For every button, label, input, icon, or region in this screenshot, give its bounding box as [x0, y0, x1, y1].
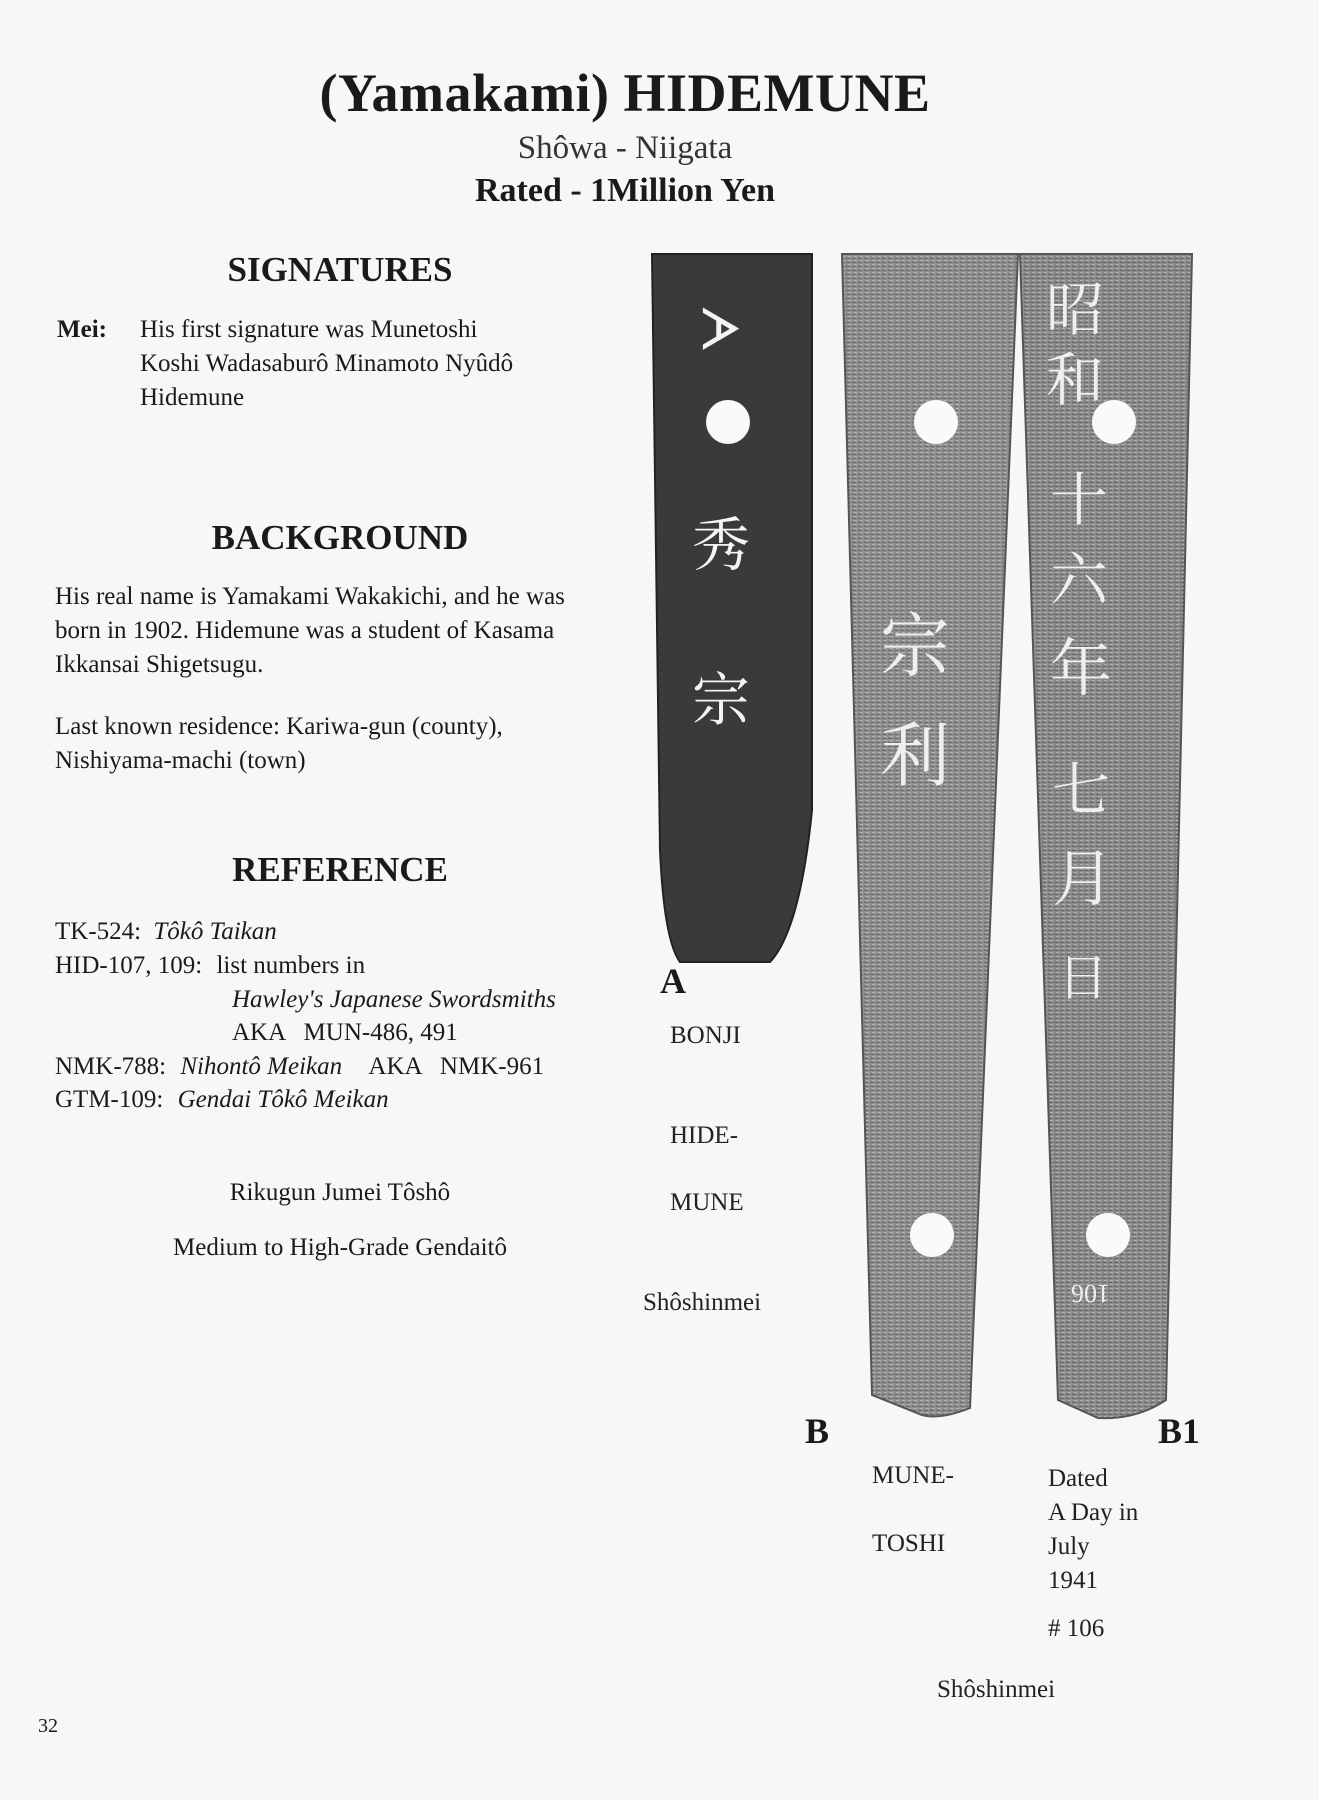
kanji-character: 利 [880, 715, 950, 797]
list-number: # 106 [1048, 1615, 1105, 1642]
kanji-character: 七 [1052, 756, 1111, 824]
reference-text: list numbers in [216, 952, 366, 979]
background-heading: BACKGROUND [211, 518, 469, 557]
background-line: born in 1902. Hidemune was a student of Kasama [55, 617, 555, 644]
mei-line: His first signature was Munetoshi [140, 316, 478, 343]
mei-line: Koshi Wadasaburô Minamoto Nyûdô [140, 350, 514, 377]
tang-a-label: A [660, 961, 686, 1001]
reference-row [55, 1053, 544, 1081]
mekugi-ana-hole [914, 400, 958, 444]
date-line: July [1048, 1533, 1090, 1560]
mekugi-ana-hole [910, 1213, 954, 1257]
reference-code: NMK-788: [55, 1053, 167, 1080]
reference-row [55, 952, 365, 980]
residence-paragraph [55, 710, 503, 778]
tang-b-label: B [805, 1411, 830, 1451]
mei-text [140, 313, 513, 415]
tang-b1-label: B1 [1158, 1411, 1201, 1451]
tang-b1-caption: Shôshinmei [937, 1676, 1056, 1703]
residence-line: Last known residence: Kariwa-gun (county), [55, 713, 503, 740]
date-line: Dated [1048, 1465, 1108, 1492]
reference-code: HID-107, 109: [55, 952, 203, 979]
reference-row [55, 918, 277, 946]
reference-title: Hawley's Japanese Swordsmiths [232, 986, 556, 1013]
tang-a-caption: HIDE- [670, 1122, 739, 1149]
page-subtitle: Shôwa - Niigata [517, 130, 733, 166]
kanji-character: 秀 [692, 511, 751, 579]
signatures-heading: SIGNATURES [227, 250, 453, 289]
kanji-character: 日 [1058, 949, 1108, 1007]
reference-row [232, 986, 556, 1014]
tang-a-caption: BONJI [670, 1022, 741, 1049]
reference-row [55, 1086, 389, 1114]
kanji-character: 年 [1050, 632, 1113, 705]
tang-b-caption: TOSHI [872, 1530, 946, 1557]
page-number: 32 [38, 1715, 58, 1737]
date-line: 1941 [1048, 1567, 1098, 1594]
kanji-character: 宗 [880, 605, 950, 687]
page-title: (Yamakami) HIDEMUNE [319, 63, 931, 123]
date-line: A Day in [1048, 1499, 1139, 1526]
reference-title: Nihontô Meikan [180, 1053, 343, 1080]
tang-b-caption: MUNE- [872, 1462, 954, 1489]
tang-b-oshigata [840, 250, 1020, 1425]
rating-line: Rated - 1Million Yen [474, 172, 775, 209]
tang-a-caption: Shôshinmei [643, 1289, 762, 1316]
background-paragraph [55, 580, 565, 682]
kanji-character: 宗 [692, 666, 751, 734]
bonji-character: ᗆ [700, 296, 743, 364]
background-line: Ikkansai Shigetsugu. [55, 651, 264, 678]
reference-title: Gendai Tôkô Meikan [177, 1086, 389, 1113]
mei-label: Mei: [57, 316, 107, 343]
residence-line: Nishiyama-machi (town) [55, 747, 306, 774]
reference-code: TK-524: [55, 918, 142, 945]
mei-line: Hidemune [140, 384, 245, 411]
kanji-character: 昭 [1046, 276, 1105, 344]
background-line: His real name is Yamakami Wakakichi, and he was [55, 583, 565, 610]
mekugi-ana-hole [706, 400, 750, 444]
tang-b1-oshigata [1018, 250, 1194, 1425]
kanji-character: 月 [1052, 842, 1115, 915]
tang-a-caption: MUNE [670, 1189, 744, 1216]
reference-text: AKA MUN-486, 491 [232, 1019, 458, 1046]
reference-title: Tôkô Taikan [153, 918, 277, 945]
grade-note: Medium to High-Grade Gendaitô [173, 1234, 507, 1261]
tang-a-oshigata [650, 250, 815, 970]
tang-number-mark: 106 [1071, 1279, 1110, 1308]
reference-code: GTM-109: [55, 1086, 164, 1113]
mekugi-ana-hole [1086, 1213, 1130, 1257]
kanji-character: 和 [1046, 346, 1105, 414]
reference-heading: REFERENCE [232, 850, 448, 889]
army-note: Rikugun Jumei Tôshô [229, 1179, 451, 1206]
kanji-character: 六 [1050, 546, 1109, 614]
reference-text: AKA NMK-961 [368, 1053, 545, 1080]
kanji-character: 十 [1050, 466, 1109, 534]
reference-row [232, 1019, 458, 1047]
tang-b1-date-caption [1048, 1462, 1138, 1598]
